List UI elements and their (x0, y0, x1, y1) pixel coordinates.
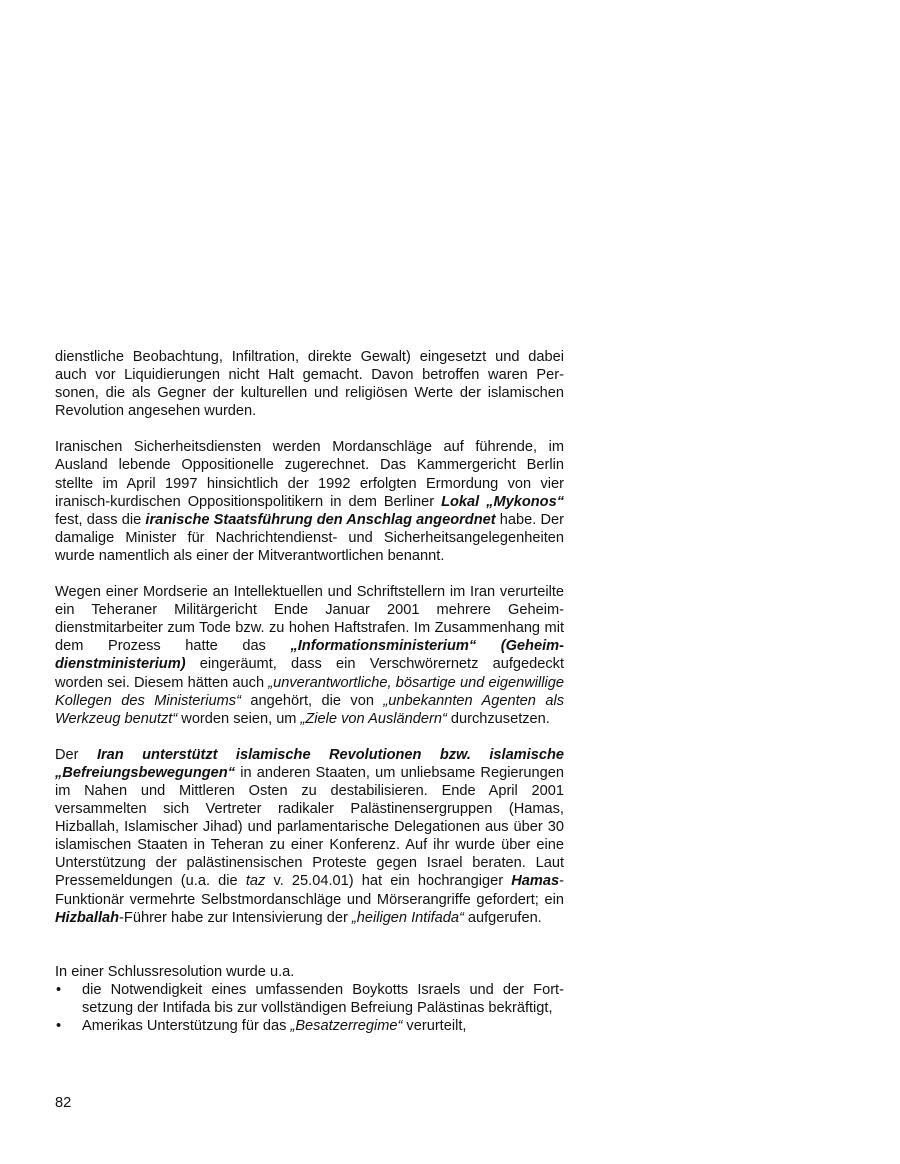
text-run: aufgerufen. (463, 909, 542, 926)
paragraph-surveillance (55, 348, 564, 420)
text-line: sonen, die als Gegner der kulturellen und religiösen Werte der islamischen (55, 385, 564, 402)
text-line: auch vor Liquidierungen nicht Halt gemacht. Davon betroffen waren Per- (55, 367, 564, 384)
quote-intifada: „heiligen Intifada“ (351, 909, 464, 926)
paragraph-gap (55, 927, 564, 963)
quote-agenten: „unbekannten Agenten als Werkzeug benutzt“ (55, 692, 565, 727)
resolution-list (55, 981, 564, 1035)
list-item (55, 981, 564, 1017)
text-run: habe. Der damalige Minister für Nachrichtendienst- und Sicherheitsangelegenheiten wurde namentlich als einer der Mitverantwortlichen benannt. (55, 511, 564, 564)
emphasis-hizballah: Hizballah (55, 909, 120, 926)
paragraph-gap (55, 420, 564, 438)
emphasis-hamas: Hamas (511, 873, 560, 890)
text-run: -Funktionär vermehrte Selbstmordanschläge und Mörserangriffe gefordert; ein (55, 873, 564, 908)
paragraph-mordserie (55, 583, 564, 728)
text-run: fest, dass die (55, 511, 146, 528)
list-item-text: die Notwendigkeit eines umfassenden Boykotts Israels und der Fortsetzung der Intifada bis zur vollständigen Befreiung Palästinas bekräftigt, (82, 981, 564, 1016)
resolution-intro: In einer Schlussresolution wurde u.a. (55, 963, 295, 980)
text-run: -Führer habe zur Intensivierung der (119, 909, 352, 926)
document-body (55, 348, 564, 1035)
text-run: angehört, die von (240, 692, 384, 709)
text-run: v. 25.04.01) hat ein hochrangiger (265, 873, 512, 890)
emphasis-lokal-mykonos: Lokal „Mykonos“ (441, 493, 565, 510)
text-line: dienstliche Beobachtung, Infiltration, direkte Gewalt) eingesetzt und dabei (55, 349, 564, 365)
emphasis-informationsministerium: „Informationsministerium“ (Geheimdienstministerium) (55, 638, 564, 673)
paragraph-gap (55, 565, 564, 583)
paragraph-gap (55, 728, 564, 746)
text-line: Revolution angesehen wurden. (55, 403, 257, 420)
quote-besatzerregime: „Besatzerregime“ (290, 1018, 403, 1034)
paragraph-mykonos (55, 438, 564, 565)
publication-taz: taz (245, 873, 266, 890)
text-run: eingeräumt, dass ein Verschwörernetz aufgedeckt worden sei. Diesem hätten auch (55, 656, 564, 691)
bullet-icon: • (56, 1018, 62, 1034)
list-item-text: verurteilt, (402, 1018, 467, 1034)
quote-kollegen: „unverantwortliche, bösartige und eigenwillige Kollegen des Ministeriums“ (55, 674, 564, 709)
text-run: durchzusetzen. (446, 710, 550, 727)
page-number: 82 (55, 1095, 72, 1111)
list-item (55, 1017, 564, 1035)
paragraph-revolutionen (55, 746, 564, 927)
text-run: Iranischen Sicherheitsdiensten werden Mordanschläge auf führende, im Ausland lebende Oppositionelle zugerechnet. Das Kammergericht Berlin stellte im April 1997 hinsichtlich der 1992 erfolgten Ermordung von vier iranisch-kurdischen Oppositionspolitikern in dem Berliner (55, 439, 564, 510)
bullet-icon: • (56, 981, 62, 998)
text-run: Der (55, 746, 97, 763)
emphasis-staatsfuehrung: iranische Staatsführung den Anschlag angeordnet (145, 511, 496, 528)
quote-ziele: „Ziele von Ausländern“ (300, 710, 447, 727)
emphasis-iran-unterstuetzt: Iran unterstützt islamische Revolutionen bzw. islamische „Befreiungsbewegungen“ (55, 746, 564, 781)
text-run: in anderen Staaten, um unliebsame Regierungen im Nahen und Mittleren Osten zu destabilisieren. Ende April 2001 versammelten sich Vertreter radikaler Palästinensergruppen (Hamas, Hizballah, Islamischer Jihad) und parlamentarische Delegationen aus über 30 islamischen Staaten in Teheran zu einer Konferenz. Auf ihr wurde über eine Unterstützung der palästinensischen Proteste gegen Israel beraten. Laut Pressemeldungen (u.a. die (55, 764, 564, 890)
text-run: Wegen einer Mordserie an Intellektuellen und Schriftstellern im Iran verurteilte ein Teheraner Militärgericht Ende Januar 2001 mehrere Geheimdienstmitarbeiter zum Tode bzw. zu hohen Haftstrafen. Im Zusammenhang mit dem Prozess hatte das (55, 584, 564, 655)
text-run: worden seien, um (177, 710, 301, 727)
list-item-text: Amerikas Unterstützung für das (82, 1018, 291, 1034)
